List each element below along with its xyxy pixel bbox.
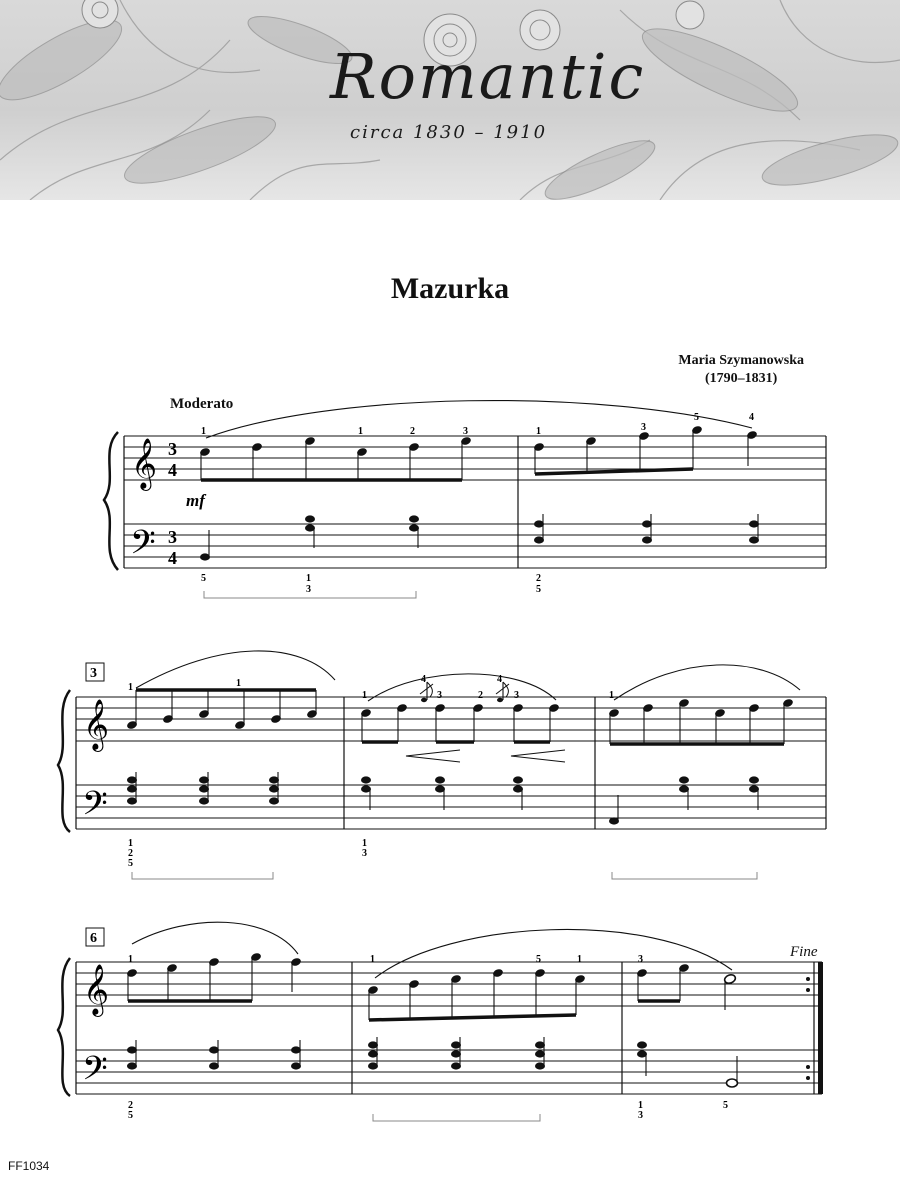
svg-text:2: 2	[536, 573, 541, 584]
svg-text:1: 1	[128, 838, 133, 849]
svg-text:2: 2	[128, 1100, 133, 1111]
svg-text:3: 3	[168, 439, 177, 459]
svg-text:5: 5	[536, 954, 541, 965]
treble-clef-icon: 𝄞	[83, 699, 110, 750]
grand-staff-brace	[104, 432, 118, 570]
measure-number: 6	[90, 931, 97, 946]
treble-clef-icon: 𝄞	[131, 438, 158, 489]
tempo-marking: Moderato	[170, 396, 234, 412]
time-signature	[168, 439, 177, 568]
phrase-slur	[206, 401, 752, 438]
treble-staff-lines	[76, 697, 826, 741]
barlines	[76, 697, 826, 829]
bass-clef-icon: 𝄢	[130, 524, 156, 570]
dynamic-mf: mf	[186, 491, 205, 510]
bass-stems	[136, 1037, 737, 1083]
svg-text:2: 2	[128, 848, 133, 859]
svg-text:5: 5	[723, 1100, 728, 1111]
treble-notes	[126, 698, 794, 730]
svg-text:5: 5	[536, 584, 541, 595]
svg-text:3: 3	[463, 426, 468, 437]
svg-text:3: 3	[168, 527, 177, 547]
final-barline	[818, 962, 823, 1094]
phrase-slurs	[136, 651, 800, 701]
treble-stems	[128, 958, 725, 1020]
treble-staff-lines	[124, 436, 826, 480]
treble-clef-icon: 𝄞	[83, 964, 110, 1015]
bass-notes	[127, 776, 759, 824]
composer-name: Maria Szymanowska	[678, 353, 804, 368]
grand-staff-brace	[58, 958, 70, 1096]
svg-text:3: 3	[514, 690, 519, 701]
treble-notes	[199, 425, 758, 457]
fingerings	[128, 674, 614, 869]
bass-half-note	[727, 1079, 738, 1087]
beams	[136, 690, 784, 744]
svg-text:4: 4	[749, 412, 754, 423]
grace-note-flags	[420, 682, 509, 697]
treble-stems	[201, 431, 748, 480]
svg-text:1: 1	[362, 690, 367, 701]
pedal-brackets	[132, 872, 757, 879]
svg-text:3: 3	[362, 848, 367, 859]
svg-text:5: 5	[201, 573, 206, 584]
svg-text:1: 1	[358, 426, 363, 437]
period-heading: Romantic	[330, 40, 646, 113]
svg-text:1: 1	[609, 690, 614, 701]
bass-clef-icon: 𝄢	[82, 785, 108, 831]
catalog-code: FF1034	[8, 1159, 50, 1173]
grand-staff-brace	[58, 690, 70, 832]
barlines	[124, 436, 826, 568]
svg-text:4: 4	[421, 674, 426, 685]
pedal-bracket	[373, 1114, 540, 1121]
system-2	[58, 651, 826, 879]
svg-text:5: 5	[128, 858, 133, 869]
svg-text:5: 5	[128, 1110, 133, 1121]
system-3	[58, 922, 823, 1121]
measure-number: 3	[90, 666, 97, 681]
bass-staff-lines	[76, 785, 826, 829]
fine-marking: Fine	[790, 944, 818, 960]
svg-text:3: 3	[306, 584, 311, 595]
svg-text:1: 1	[236, 678, 241, 689]
svg-text:1: 1	[201, 426, 206, 437]
svg-text:1: 1	[306, 573, 311, 584]
svg-text:4: 4	[168, 548, 177, 568]
svg-text:1: 1	[536, 426, 541, 437]
piece-title: Mazurka	[390, 272, 510, 305]
svg-text:1: 1	[370, 954, 375, 965]
svg-text:1: 1	[362, 838, 367, 849]
composer-dates: (1790–1831)	[705, 371, 778, 386]
bass-clef-icon: 𝄢	[82, 1050, 108, 1096]
bass-notes	[127, 1041, 647, 1069]
svg-text:3: 3	[437, 690, 442, 701]
svg-text:1: 1	[577, 954, 582, 965]
svg-text:3: 3	[638, 1110, 643, 1121]
svg-text:2: 2	[410, 426, 415, 437]
svg-text:1: 1	[128, 954, 133, 965]
system-1	[104, 401, 826, 598]
beams	[128, 1001, 680, 1020]
svg-text:1: 1	[638, 1100, 643, 1111]
decrescendo-hairpins	[406, 750, 565, 762]
svg-text:4: 4	[168, 460, 177, 480]
svg-text:5: 5	[694, 412, 699, 423]
bass-staff-lines	[76, 1050, 822, 1094]
repeat-dots	[806, 977, 810, 1080]
bass-staff-lines	[124, 524, 826, 568]
bass-notes	[200, 515, 759, 560]
svg-text:3: 3	[641, 422, 646, 433]
barlines	[76, 962, 814, 1094]
svg-text:2: 2	[478, 690, 483, 701]
beams	[201, 469, 693, 480]
svg-text:4: 4	[497, 674, 502, 685]
svg-text:1: 1	[128, 682, 133, 693]
svg-text:3: 3	[638, 954, 643, 965]
period-dates: circa 1830 – 1910	[350, 122, 548, 143]
